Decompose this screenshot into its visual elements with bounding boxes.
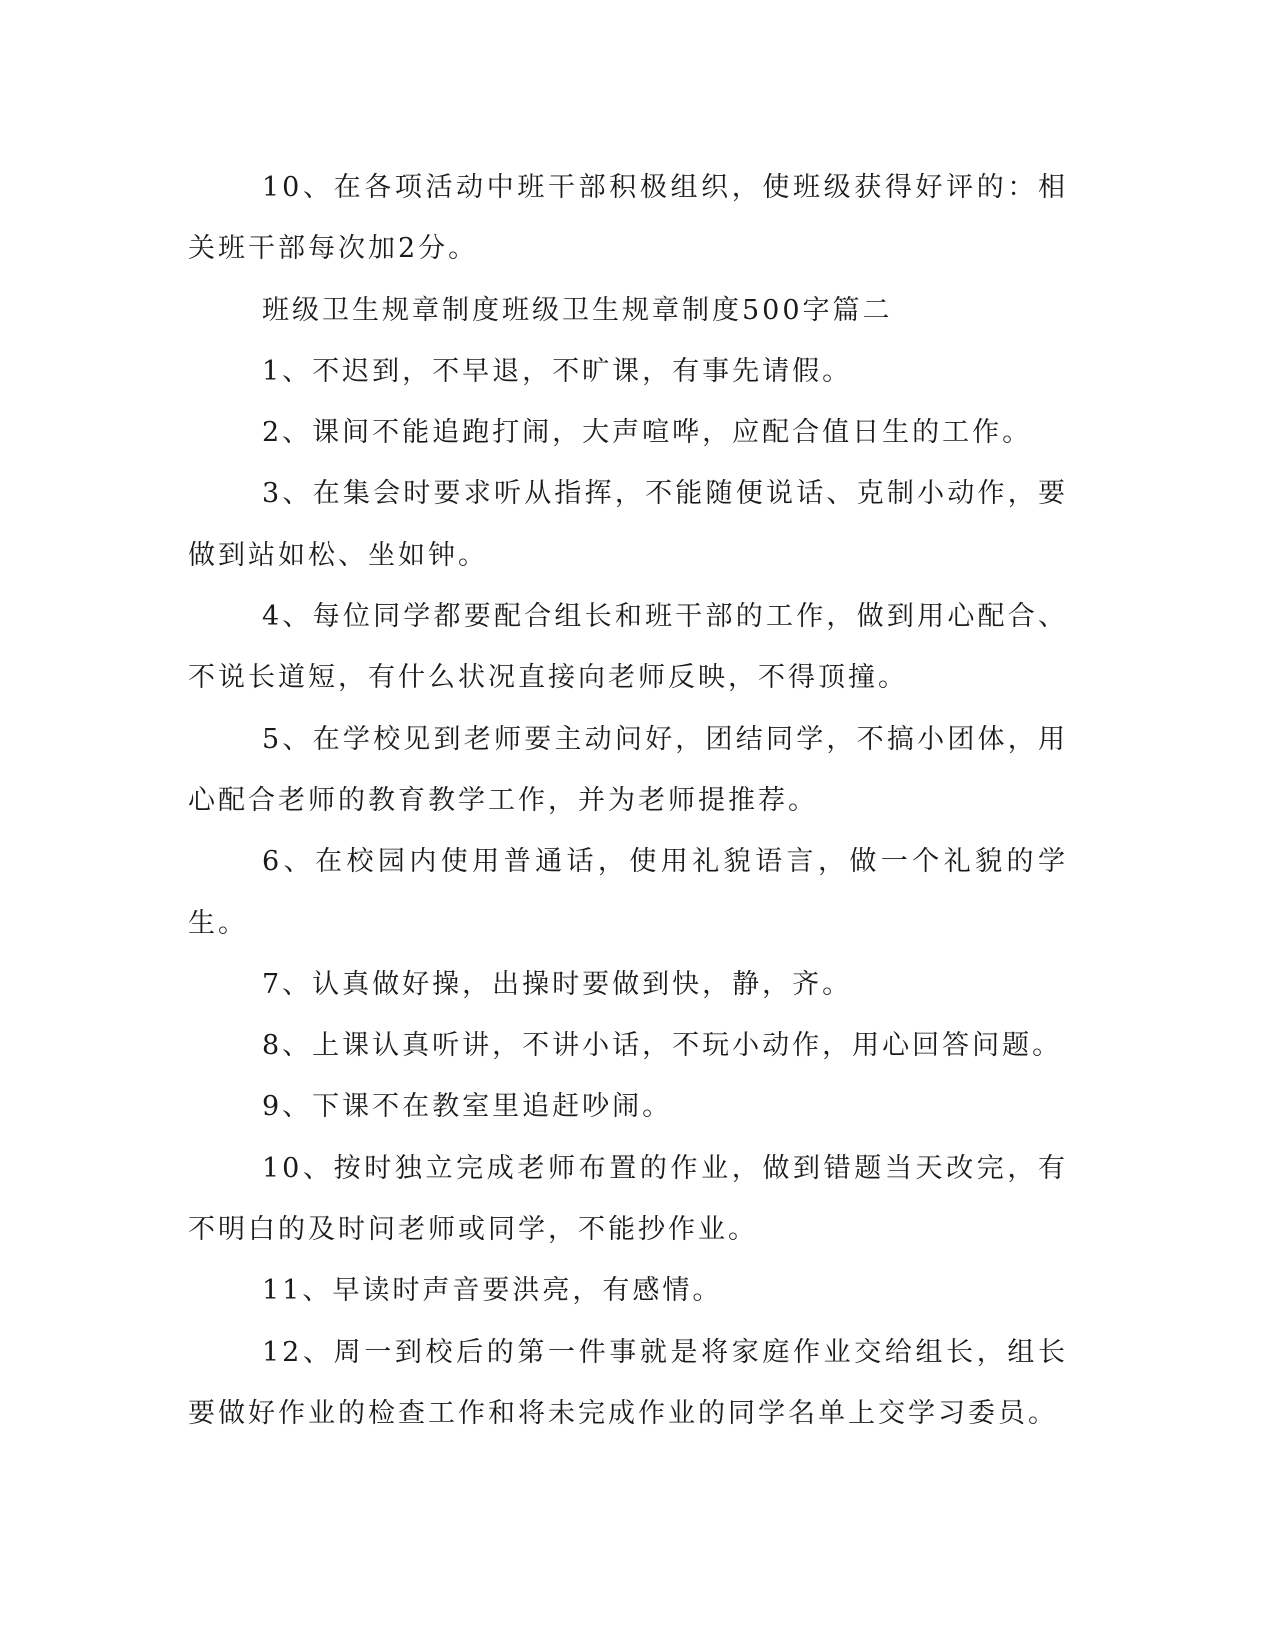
paragraph-rule-4: 4、每位同学都要配合组长和班干部的工作，做到用心配合、不说长道短，有什么状况直接向老师反映，不得顶撞。 xyxy=(188,601,1068,694)
paragraph-rule-8: 8、上课认真听讲，不讲小话，不玩小动作，用心回答问题。 xyxy=(262,1030,1063,1062)
paragraph-rule-12: 12、周一到校后的第一件事就是将家庭作业交给组长，组长要做好作业的检查工作和将未完成作业的同学名单上交学习委员。 xyxy=(188,1336,1068,1429)
paragraph-rule-9: 9、下课不在教室里追赶吵闹。 xyxy=(262,1091,673,1123)
paragraph-rule-10: 10、按时独立完成老师布置的作业，做到错题当天改完，有不明白的及时问老师或同学，不能抄作业。 xyxy=(188,1152,1068,1246)
paragraph-rule-1: 1、不迟到，不早退，不旷课，有事先请假。 xyxy=(262,355,853,387)
document-body xyxy=(188,157,1068,1444)
paragraph-rule-10-cadres: 10、在各项活动中班干部积极组织，使班级获得好评的：相关班干部每次加2分。 xyxy=(188,172,1068,265)
paragraph-rule-5: 5、在学校见到老师要主动问好，团结同学，不搞小团体，用心配合老师的教育教学工作，并为老师提推荐。 xyxy=(188,723,1068,816)
paragraph-rule-7: 7、认真做好操，出操时要做到快，静，齐。 xyxy=(262,968,853,1000)
paragraph-rule-6: 6、在校园内使用普通话，使用礼貌语言，做一个礼貌的学生。 xyxy=(188,846,1068,939)
paragraph-rule-2: 2、课间不能追跑打闹，大声喧哗，应配合值日生的工作。 xyxy=(262,417,1033,449)
paragraph-rule-3: 3、在集会时要求听从指挥，不能随便说话、克制小动作，要做到站如松、坐如钟。 xyxy=(188,478,1068,571)
section-heading: 班级卫生规章制度班级卫生规章制度500字篇二 xyxy=(262,294,893,326)
paragraph-rule-11: 11、早读时声音要洪亮，有感情。 xyxy=(262,1275,723,1307)
